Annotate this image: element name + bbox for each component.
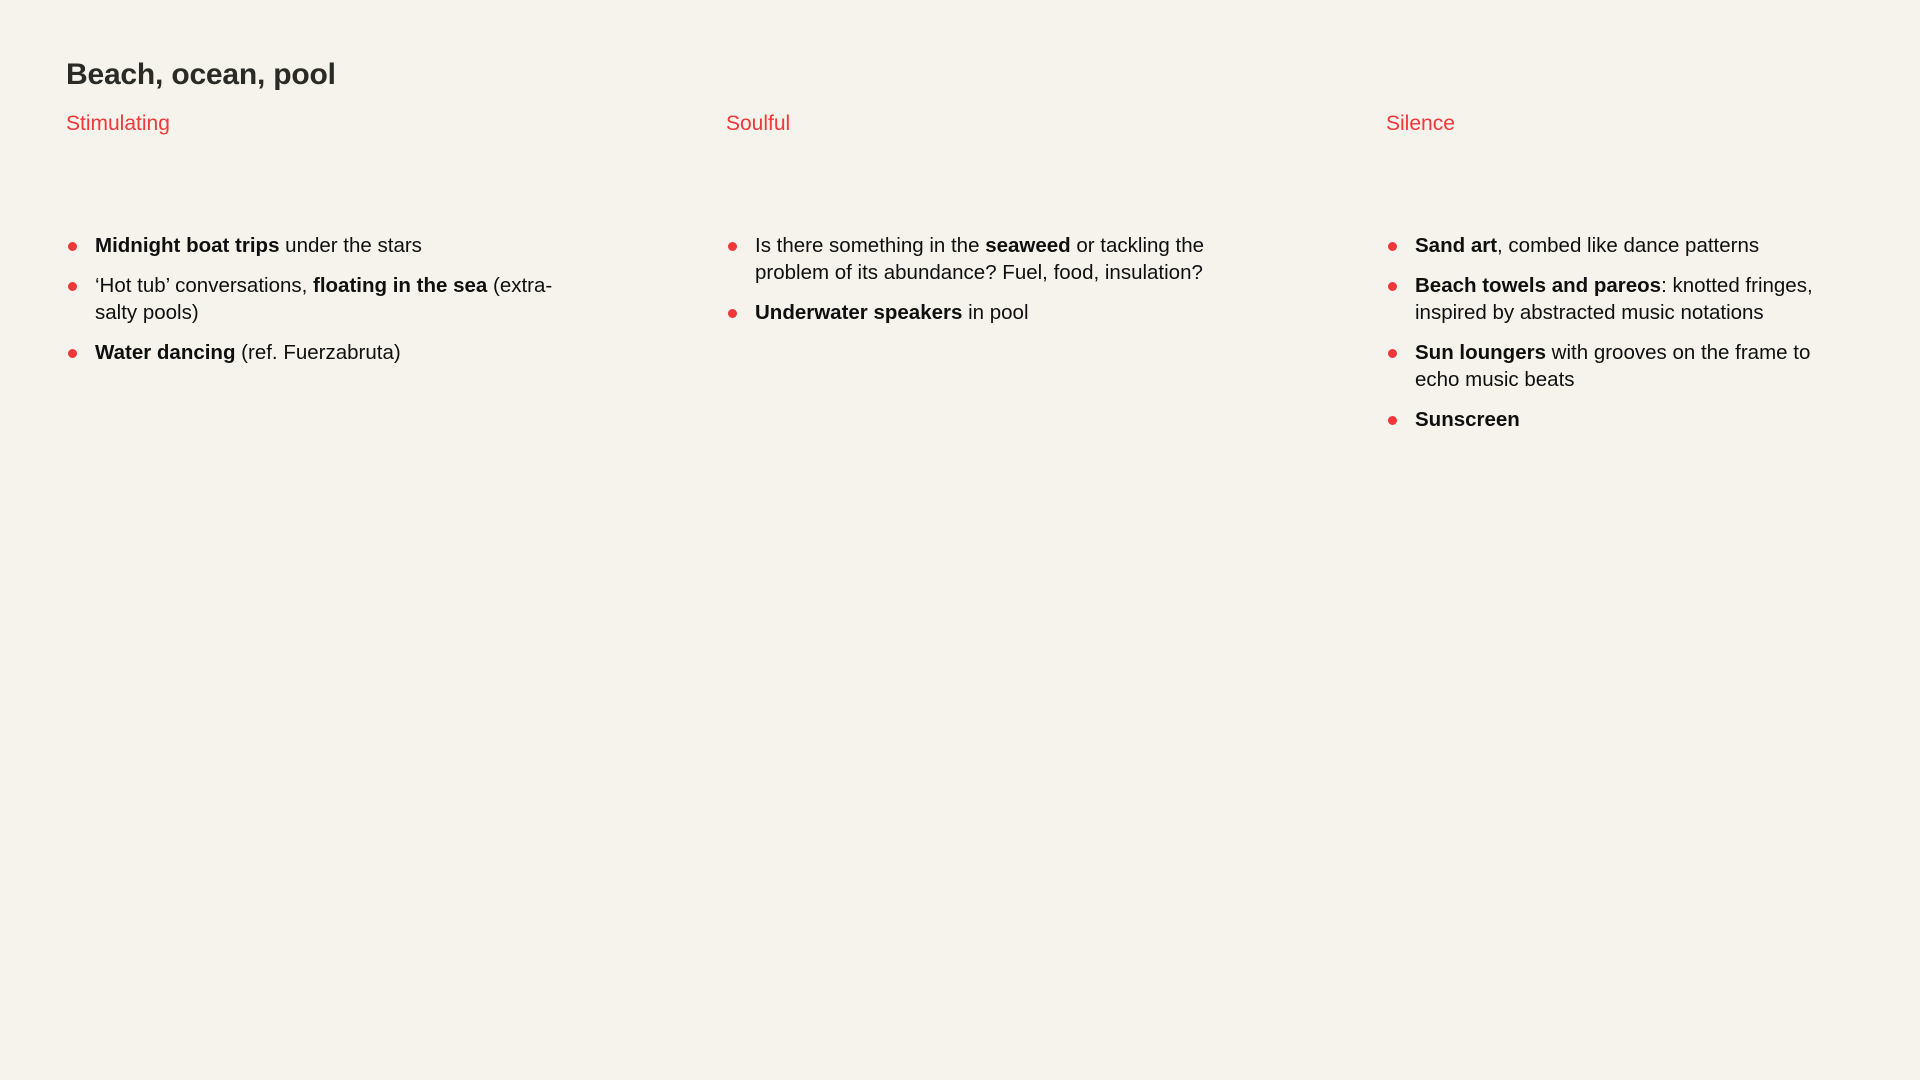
item-emphasis: Sand art bbox=[1415, 234, 1498, 257]
item-emphasis: Water dancing bbox=[95, 341, 236, 364]
page-title: Beach, ocean, pool bbox=[66, 58, 336, 91]
item-emphasis: Sunscreen bbox=[1415, 408, 1520, 431]
item-text: , combed like dance patterns bbox=[1497, 234, 1760, 257]
item-text: under the stars bbox=[279, 234, 422, 257]
bullet-dot-icon bbox=[68, 349, 77, 358]
item-emphasis: Beach towels and pareos bbox=[1415, 274, 1662, 297]
column-soulful bbox=[726, 110, 1206, 339]
item-text: with grooves on the frame to echo music beats bbox=[1415, 341, 1811, 391]
bullet-dot-icon bbox=[1388, 242, 1397, 251]
bullet-list bbox=[1386, 232, 1856, 433]
column-heading: Stimulating bbox=[66, 112, 170, 135]
item-text: (ref. Fuerzabruta) bbox=[235, 341, 401, 364]
list-item bbox=[66, 272, 566, 326]
item-emphasis: floating in the sea bbox=[313, 274, 488, 297]
bullet-dot-icon bbox=[1388, 416, 1397, 425]
item-text: or tackling the problem of its abundance? Fuel, food, insulation? bbox=[755, 234, 1204, 284]
item-emphasis: seaweed bbox=[985, 234, 1071, 257]
bullet-list bbox=[66, 232, 566, 366]
list-item bbox=[726, 232, 1206, 286]
list-item bbox=[1386, 339, 1856, 393]
list-item bbox=[66, 232, 566, 259]
item-text: ‘Hot tub’ conversations, bbox=[95, 274, 314, 297]
item-text: Is there something in the bbox=[755, 234, 986, 257]
bullet-dot-icon bbox=[728, 242, 737, 251]
bullet-dot-icon bbox=[1388, 349, 1397, 358]
bullet-dot-icon bbox=[68, 282, 77, 291]
item-emphasis: Sun loungers bbox=[1415, 341, 1546, 364]
list-item bbox=[66, 339, 566, 366]
list-item bbox=[1386, 232, 1856, 259]
column-heading: Soulful bbox=[726, 112, 791, 135]
item-text: (extra-salty pools) bbox=[95, 274, 553, 324]
column-silence bbox=[1386, 110, 1856, 446]
bullet-dot-icon bbox=[728, 309, 737, 318]
bullet-dot-icon bbox=[1388, 282, 1397, 291]
item-emphasis: Underwater speakers bbox=[755, 301, 963, 324]
list-item bbox=[726, 299, 1206, 326]
bullet-list bbox=[726, 232, 1206, 326]
item-text: in pool bbox=[962, 301, 1029, 324]
column-heading: Silence bbox=[1386, 112, 1455, 135]
list-item bbox=[1386, 406, 1856, 433]
item-text: : knotted fringes, inspired by abstracted music notations bbox=[1415, 274, 1813, 324]
item-emphasis: Midnight boat trips bbox=[95, 234, 280, 257]
bullet-dot-icon bbox=[68, 242, 77, 251]
list-item bbox=[1386, 272, 1856, 326]
column-stimulating bbox=[66, 110, 566, 379]
